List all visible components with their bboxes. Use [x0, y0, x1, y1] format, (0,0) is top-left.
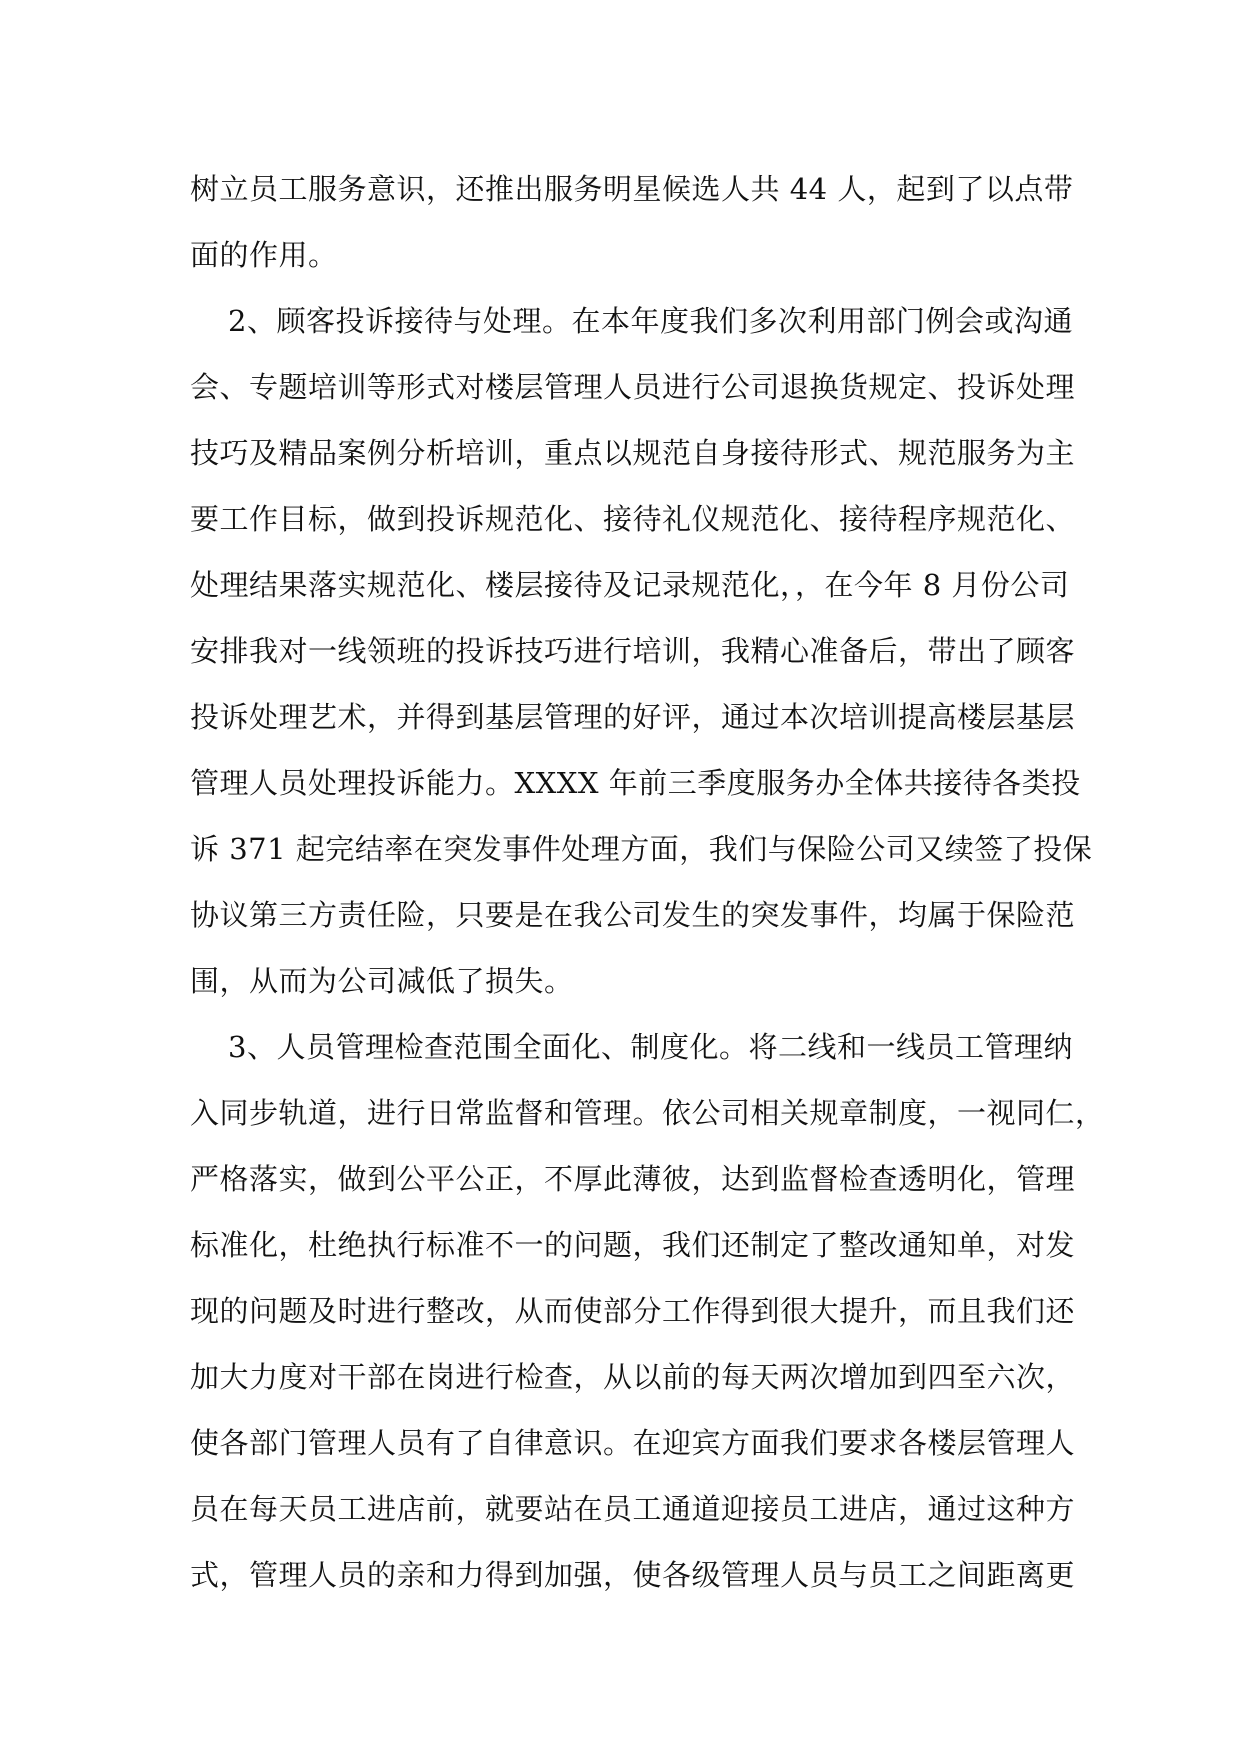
- document-body: [190, 156, 1105, 1608]
- text-line: 现的问题及时进行整改，从而使部分工作得到很大提升，而且我们还: [190, 1294, 1076, 1328]
- text-line: 2、顾客投诉接待与处理。在本年度我们多次利用部门例会或沟通: [228, 304, 1073, 338]
- text-line: 要工作目标，做到投诉规范化、接待礼仪规范化、接待程序规范化、: [190, 502, 1076, 536]
- text-line: 加大力度对干部在岗进行检查，从以前的每天两次增加到四至六次，: [190, 1360, 1076, 1394]
- text-line: 标准化，杜绝执行标准不一的问题，我们还制定了整改通知单，对发: [190, 1228, 1076, 1262]
- text-line: 技巧及精品案例分析培训，重点以规范自身接待形式、规范服务为主: [190, 436, 1076, 470]
- text-line: 入同步轨道，进行日常监督和管理。依公司相关规章制度，一视同仁，: [190, 1096, 1105, 1130]
- text-line: 协议第三方责任险，只要是在我公司发生的突发事件，均属于保险范: [190, 898, 1076, 932]
- text-line: 处理结果落实规范化、楼层接待及记录规范化，，在今年 8 月份公司: [190, 568, 1070, 602]
- text-line: 会、专题培训等形式对楼层管理人员进行公司退换货规定、投诉处理: [190, 370, 1076, 404]
- text-line: 管理人员处理投诉能力。XXXX 年前三季度服务办全体共接待各类投: [190, 766, 1081, 800]
- text-line: 使各部门管理人员有了自律意识。在迎宾方面我们要求各楼层管理人: [190, 1426, 1076, 1460]
- text-line: 式，管理人员的亲和力得到加强，使各级管理人员与员工之间距离更: [190, 1558, 1076, 1592]
- text-line: 诉 371 起完结率在突发事件处理方面，我们与保险公司又续签了投保: [190, 832, 1093, 866]
- text-line: 3、人员管理检查范围全面化、制度化。将二线和一线员工管理纳: [228, 1030, 1073, 1064]
- text-line: 围，从而为公司减低了损失。: [190, 964, 574, 998]
- text-line: 严格落实，做到公平公正，不厚此薄彼，达到监督检查透明化，管理: [190, 1162, 1076, 1196]
- text-line: 树立员工服务意识，还推出服务明星候选人共 44 人，起到了以点带: [190, 172, 1074, 206]
- text-line: 面的作用。: [190, 238, 338, 272]
- text-line: 员在每天员工进店前，就要站在员工通道迎接员工进店，通过这种方: [190, 1492, 1076, 1526]
- text-line: 投诉处理艺术，并得到基层管理的好评，通过本次培训提高楼层基层: [190, 700, 1076, 734]
- text-line: 安排我对一线领班的投诉技巧进行培训，我精心准备后，带出了顾客: [190, 634, 1076, 668]
